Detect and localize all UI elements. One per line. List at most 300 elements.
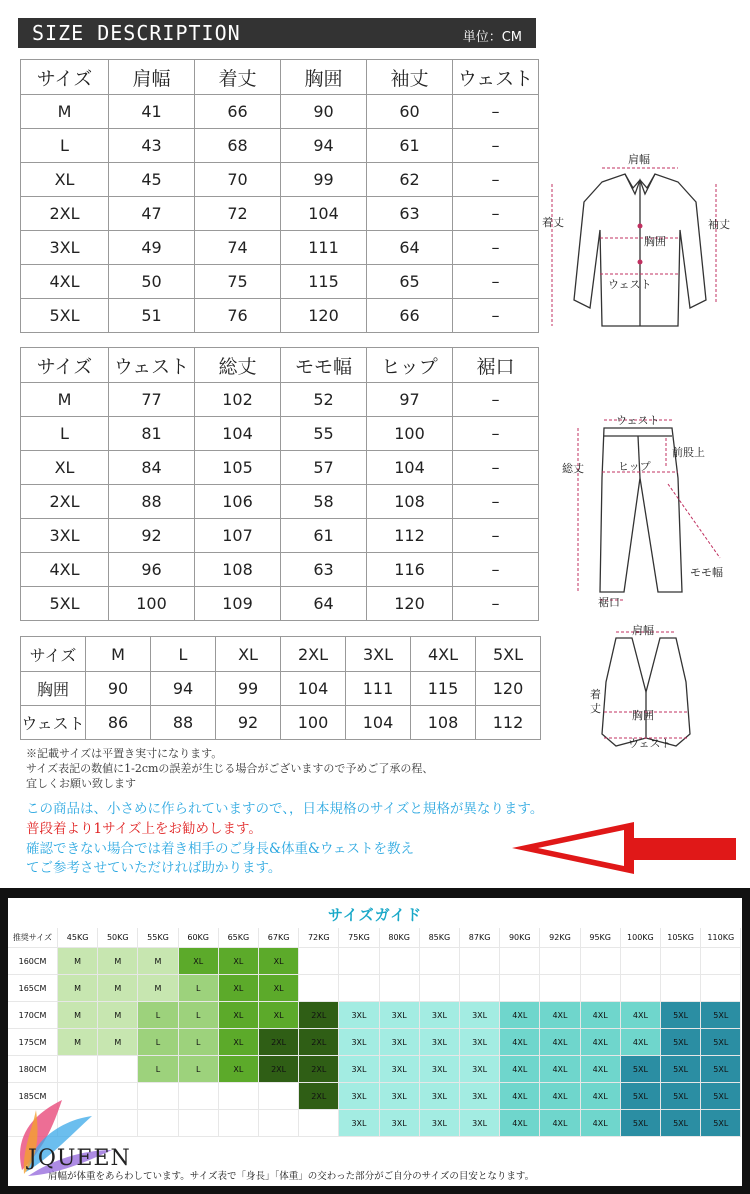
vest-length-label-2: 丈: [590, 702, 601, 715]
guide-size-cell: 3XL: [339, 1110, 379, 1137]
table-cell: –: [453, 485, 539, 519]
table-cell: 75: [195, 265, 281, 299]
table-cell: 100: [367, 417, 453, 451]
table-cell: 63: [367, 197, 453, 231]
table-cell: –: [453, 553, 539, 587]
guide-size-cell: 2XL: [299, 1083, 339, 1110]
guide-size-cell: 5XL: [701, 1083, 741, 1110]
guide-size-cell: 5XL: [701, 1110, 741, 1137]
table-cell: 94: [151, 672, 216, 706]
size-notes: [26, 746, 433, 791]
guide-weight-header: 65KG: [219, 928, 259, 948]
table-cell: 74: [195, 231, 281, 265]
guide-size-cell: 3XL: [339, 1056, 379, 1083]
table-cell: 111: [281, 231, 367, 265]
table-cell: 3XL: [346, 637, 411, 672]
table-cell: サイズ: [21, 60, 109, 95]
guide-size-cell: L: [179, 975, 219, 1002]
size-guide-footer: 肩幅が体重をあらわしています。サイズ表で「身長」「体重」の交わった部分がご自分のサイズの目安となります。: [48, 1171, 535, 1182]
guide-size-cell: 4XL: [540, 1083, 580, 1110]
table-row: [21, 553, 539, 587]
guide-size-cell: XL: [219, 1029, 259, 1056]
guide-size-cell: [540, 975, 580, 1002]
table-row: [21, 587, 539, 621]
guide-size-cell: 4XL: [500, 1002, 540, 1029]
table-cell: 97: [367, 383, 453, 417]
guide-weight-header: 110KG: [701, 928, 741, 948]
guide-size-cell: 3XL: [420, 1110, 460, 1137]
table-cell: 94: [281, 129, 367, 163]
table-cell: 66: [367, 299, 453, 333]
table-cell: 81: [109, 417, 195, 451]
guide-size-cell: [621, 975, 661, 1002]
table-row: [21, 95, 539, 129]
guide-size-cell: 5XL: [661, 1083, 701, 1110]
table-cell: 104: [281, 197, 367, 231]
table-cell: 104: [346, 706, 411, 740]
table-row: [21, 451, 539, 485]
guide-size-cell: 5XL: [701, 1002, 741, 1029]
table-cell: 52: [281, 383, 367, 417]
table-row: [21, 519, 539, 553]
vest-waist-label: ウェスト: [628, 737, 672, 750]
promo-line-2: 普段着より1サイズ上をお勧めします。: [26, 821, 262, 837]
table-cell: 4XL: [21, 553, 109, 587]
pants-hip-label: ヒップ: [618, 460, 651, 473]
guide-height-header: 165CM: [8, 975, 58, 1002]
guide-size-cell: M: [138, 975, 178, 1002]
table-cell: 51: [109, 299, 195, 333]
table-cell: L: [151, 637, 216, 672]
guide-size-cell: 5XL: [621, 1056, 661, 1083]
guide-size-cell: 3XL: [420, 1029, 460, 1056]
table-cell: サイズ: [21, 637, 86, 672]
guide-size-cell: XL: [259, 975, 299, 1002]
table-cell: 総丈: [195, 348, 281, 383]
guide-size-cell: 5XL: [701, 1056, 741, 1083]
shirt-shoulder-label: 肩幅: [628, 153, 650, 166]
table-cell: 115: [281, 265, 367, 299]
table-cell: 61: [281, 519, 367, 553]
table-cell: –: [453, 417, 539, 451]
shirt-waist-label: ウェスト: [608, 278, 652, 291]
guide-size-cell: [339, 975, 379, 1002]
guide-size-cell: [701, 948, 741, 975]
guide-size-cell: [581, 975, 621, 1002]
guide-size-cell: L: [138, 1029, 178, 1056]
table-row: [21, 672, 541, 706]
guide-size-cell: [540, 948, 580, 975]
guide-size-cell: XL: [219, 1056, 259, 1083]
vest-shoulder-label: 肩幅: [632, 624, 654, 637]
table-cell: 99: [216, 672, 281, 706]
guide-size-cell: 4XL: [500, 1110, 540, 1137]
table-cell: 100: [281, 706, 346, 740]
table-cell: 58: [281, 485, 367, 519]
feather-logo-icon: [2, 1090, 122, 1190]
left-arrow-icon: [512, 818, 740, 878]
shirt-length-label: 着丈: [542, 216, 564, 229]
table-cell: 64: [281, 587, 367, 621]
guide-weight-header: 95KG: [581, 928, 621, 948]
vest-chest-label: 胸囲: [632, 709, 654, 722]
guide-size-cell: [661, 975, 701, 1002]
table-cell: 90: [86, 672, 151, 706]
table-cell: 49: [109, 231, 195, 265]
table-cell: M: [86, 637, 151, 672]
guide-size-cell: 3XL: [460, 1083, 500, 1110]
guide-size-cell: 3XL: [380, 1002, 420, 1029]
table-cell: 袖丈: [367, 60, 453, 95]
table-cell: 胸囲: [21, 672, 86, 706]
table-cell: ヒップ: [367, 348, 453, 383]
guide-size-cell: 3XL: [460, 1110, 500, 1137]
guide-size-cell: 3XL: [460, 1002, 500, 1029]
pants-thigh-label: モモ幅: [690, 566, 723, 579]
table-cell: 5XL: [21, 587, 109, 621]
shirt-chest-label: 胸囲: [644, 235, 666, 248]
guide-size-cell: 3XL: [420, 1083, 460, 1110]
table-cell: 90: [281, 95, 367, 129]
guide-size-cell: L: [138, 1056, 178, 1083]
pants-hem-label: 裾口: [598, 596, 620, 608]
table-cell: 5XL: [476, 637, 541, 672]
guide-size-cell: 2XL: [259, 1029, 299, 1056]
table-cell: 57: [281, 451, 367, 485]
table-cell: 88: [151, 706, 216, 740]
table-cell: 77: [109, 383, 195, 417]
guide-size-cell: 3XL: [420, 1056, 460, 1083]
guide-size-cell: [259, 1083, 299, 1110]
guide-size-cell: 5XL: [621, 1083, 661, 1110]
table-cell: 45: [109, 163, 195, 197]
table-cell: 111: [346, 672, 411, 706]
guide-size-cell: [299, 975, 339, 1002]
table-cell: 104: [195, 417, 281, 451]
guide-size-cell: 4XL: [540, 1056, 580, 1083]
guide-weight-header: 50KG: [98, 928, 138, 948]
guide-size-cell: 3XL: [380, 1056, 420, 1083]
guide-size-cell: M: [138, 948, 178, 975]
guide-size-cell: XL: [219, 948, 259, 975]
table-cell: 43: [109, 129, 195, 163]
guide-size-cell: 4XL: [540, 1002, 580, 1029]
table-cell: 3XL: [21, 519, 109, 553]
logo-text: JQUEEN: [28, 1146, 131, 1171]
guide-size-cell: 4XL: [581, 1029, 621, 1056]
table-cell: –: [453, 265, 539, 299]
table-cell: XL: [21, 451, 109, 485]
table-row: [21, 706, 541, 740]
table-cell: 63: [281, 553, 367, 587]
pants-size-table: [20, 347, 539, 621]
guide-weight-header: 87KG: [460, 928, 500, 948]
guide-size-cell: 5XL: [661, 1056, 701, 1083]
table-cell: –: [453, 95, 539, 129]
table-cell: 76: [195, 299, 281, 333]
guide-height-header: 180CM: [8, 1056, 58, 1083]
guide-size-cell: [500, 948, 540, 975]
guide-weight-header: 92KG: [540, 928, 580, 948]
guide-size-cell: [420, 975, 460, 1002]
guide-size-cell: 4XL: [500, 1083, 540, 1110]
table-cell: –: [453, 519, 539, 553]
guide-size-cell: 5XL: [661, 1029, 701, 1056]
table-cell: 92: [109, 519, 195, 553]
table-cell: 106: [195, 485, 281, 519]
table-cell: 100: [109, 587, 195, 621]
table-row: [21, 60, 539, 95]
table-cell: 65: [367, 265, 453, 299]
guide-weight-header: 55KG: [138, 928, 178, 948]
guide-size-cell: M: [98, 1029, 138, 1056]
table-row: [21, 485, 539, 519]
table-cell: 104: [281, 672, 346, 706]
table-cell: ウェスト: [21, 706, 86, 740]
promo-line-4: てご参考させていただければ助かります。: [26, 860, 282, 876]
table-row: [21, 299, 539, 333]
table-cell: 99: [281, 163, 367, 197]
table-row: [21, 163, 539, 197]
guide-size-cell: [420, 948, 460, 975]
guide-size-cell: 5XL: [621, 1110, 661, 1137]
guide-size-cell: M: [98, 948, 138, 975]
guide-size-cell: M: [58, 975, 98, 1002]
table-cell: 108: [195, 553, 281, 587]
table-cell: 3XL: [21, 231, 109, 265]
guide-weight-header: 72KG: [299, 928, 339, 948]
table-cell: 47: [109, 197, 195, 231]
table-row: [21, 265, 539, 299]
guide-height-header: 175CM: [8, 1029, 58, 1056]
guide-size-cell: 5XL: [661, 1002, 701, 1029]
guide-size-cell: 4XL: [581, 1056, 621, 1083]
table-cell: 120: [367, 587, 453, 621]
guide-size-cell: 4XL: [621, 1002, 661, 1029]
table-cell: 62: [367, 163, 453, 197]
guide-size-cell: 3XL: [339, 1029, 379, 1056]
table-row: [21, 231, 539, 265]
guide-size-cell: [58, 1056, 98, 1083]
table-cell: L: [21, 129, 109, 163]
table-cell: 109: [195, 587, 281, 621]
table-cell: 胸囲: [281, 60, 367, 95]
guide-size-cell: 4XL: [500, 1056, 540, 1083]
table-cell: –: [453, 197, 539, 231]
size-guide-title: サイズガイド: [327, 906, 423, 924]
guide-size-cell: 3XL: [460, 1056, 500, 1083]
guide-corner-label: 推奨サイズ: [8, 928, 58, 948]
table-cell: XL: [216, 637, 281, 672]
table-cell: L: [21, 417, 109, 451]
vest-size-table: [20, 636, 541, 740]
table-row: [21, 129, 539, 163]
guide-size-cell: 3XL: [420, 1002, 460, 1029]
header-title: SIZE DESCRIPTION: [32, 21, 241, 45]
table-cell: –: [453, 587, 539, 621]
table-cell: ウェスト: [109, 348, 195, 383]
guide-size-cell: [380, 948, 420, 975]
table-cell: 50: [109, 265, 195, 299]
guide-size-cell: [219, 1110, 259, 1137]
guide-size-cell: XL: [179, 948, 219, 975]
table-cell: –: [453, 129, 539, 163]
table-cell: 裾口: [453, 348, 539, 383]
table-cell: M: [21, 383, 109, 417]
guide-size-cell: 2XL: [259, 1056, 299, 1083]
table-cell: –: [453, 383, 539, 417]
guide-size-cell: L: [138, 1002, 178, 1029]
guide-size-cell: 4XL: [581, 1083, 621, 1110]
table-row: [21, 383, 539, 417]
table-cell: 肩幅: [109, 60, 195, 95]
table-row: [21, 197, 539, 231]
guide-size-cell: XL: [259, 1002, 299, 1029]
guide-weight-header: 85KG: [420, 928, 460, 948]
table-cell: –: [453, 163, 539, 197]
guide-size-cell: 4XL: [500, 1029, 540, 1056]
guide-size-cell: 4XL: [581, 1110, 621, 1137]
guide-weight-header: 67KG: [259, 928, 299, 948]
guide-size-cell: XL: [219, 1002, 259, 1029]
table-cell: –: [453, 451, 539, 485]
table-cell: 116: [367, 553, 453, 587]
vest-length-label-1: 着: [590, 688, 601, 701]
shirt-diagram: [540, 150, 740, 340]
table-cell: 107: [195, 519, 281, 553]
table-cell: 61: [367, 129, 453, 163]
table-cell: 着丈: [195, 60, 281, 95]
guide-size-cell: [299, 948, 339, 975]
table-cell: サイズ: [21, 348, 109, 383]
table-cell: 2XL: [21, 197, 109, 231]
table-cell: M: [21, 95, 109, 129]
table-row: [21, 348, 539, 383]
guide-size-cell: [98, 1056, 138, 1083]
table-cell: モモ幅: [281, 348, 367, 383]
table-cell: 4XL: [411, 637, 476, 672]
guide-size-cell: M: [58, 1002, 98, 1029]
guide-size-cell: 2XL: [299, 1056, 339, 1083]
guide-size-cell: 4XL: [621, 1029, 661, 1056]
table-cell: 2XL: [281, 637, 346, 672]
guide-weight-header: 45KG: [58, 928, 98, 948]
guide-size-cell: M: [98, 975, 138, 1002]
table-cell: 70: [195, 163, 281, 197]
guide-size-cell: 2XL: [299, 1029, 339, 1056]
table-cell: 108: [411, 706, 476, 740]
guide-size-cell: 3XL: [380, 1110, 420, 1137]
table-row: [21, 637, 541, 672]
guide-size-cell: [621, 948, 661, 975]
shirt-size-table: [20, 59, 539, 333]
guide-weight-header: 100KG: [621, 928, 661, 948]
table-row: [21, 417, 539, 451]
table-cell: 88: [109, 485, 195, 519]
pants-outline-icon: [600, 428, 682, 592]
pants-waist-label: ウェスト: [616, 414, 660, 427]
guide-weight-header: 80KG: [380, 928, 420, 948]
guide-size-cell: [339, 948, 379, 975]
table-cell: 2XL: [21, 485, 109, 519]
shirt-sleeve-label: 袖丈: [708, 218, 730, 231]
guide-height-header: 160CM: [8, 948, 58, 975]
guide-size-cell: 3XL: [380, 1029, 420, 1056]
vest-diagram: [582, 622, 712, 772]
guide-size-cell: XL: [219, 975, 259, 1002]
guide-size-cell: [219, 1083, 259, 1110]
promo-line-3: 確認できない場合では着き相手のご身長&体重&ウェストを教え: [26, 841, 414, 857]
promo-line-1: この商品は、小さめに作られていますので、，日本規格のサイズと規格が異なります。: [26, 801, 544, 817]
guide-height-header: 170CM: [8, 1002, 58, 1029]
table-cell: 55: [281, 417, 367, 451]
table-cell: 72: [195, 197, 281, 231]
guide-size-cell: L: [179, 1029, 219, 1056]
guide-size-cell: [299, 1110, 339, 1137]
table-cell: –: [453, 299, 539, 333]
guide-weight-header: 75KG: [339, 928, 379, 948]
guide-size-cell: 3XL: [339, 1002, 379, 1029]
table-cell: 108: [367, 485, 453, 519]
pants-total-label: 総丈: [562, 462, 584, 475]
unit-label: 単位：CM: [462, 30, 522, 45]
guide-weight-header: 105KG: [661, 928, 701, 948]
table-cell: –: [453, 231, 539, 265]
guide-size-cell: M: [58, 948, 98, 975]
guide-size-cell: [460, 975, 500, 1002]
table-cell: 115: [411, 672, 476, 706]
guide-size-cell: [581, 948, 621, 975]
pants-rise-label: 前股上: [672, 446, 705, 459]
pants-diagram: [560, 408, 740, 608]
jqueen-logo: [2, 1090, 192, 1194]
guide-size-cell: 4XL: [581, 1002, 621, 1029]
table-cell: 5XL: [21, 299, 109, 333]
guide-size-cell: L: [179, 1056, 219, 1083]
table-cell: ウェスト: [453, 60, 539, 95]
guide-size-cell: XL: [259, 948, 299, 975]
guide-size-cell: 5XL: [661, 1110, 701, 1137]
guide-weight-header: 60KG: [179, 928, 219, 948]
note-line: 宜しくお願い致します: [26, 777, 136, 790]
table-cell: 102: [195, 383, 281, 417]
table-cell: 92: [216, 706, 281, 740]
note-line: ※記載サイズは平置き実寸になります。: [26, 747, 223, 760]
guide-size-cell: [380, 975, 420, 1002]
table-cell: 96: [109, 553, 195, 587]
table-cell: 66: [195, 95, 281, 129]
guide-size-cell: [661, 948, 701, 975]
note-line: サイズ表記の数値に1-2cmの誤差が生じる場合がございますので予めご了承の程、: [26, 762, 434, 775]
table-cell: 60: [367, 95, 453, 129]
guide-height-header: 185CM: [8, 1083, 58, 1110]
guide-size-cell: M: [58, 1029, 98, 1056]
table-cell: 4XL: [21, 265, 109, 299]
guide-weight-header: 90KG: [500, 928, 540, 948]
shirt-outline-icon: [574, 174, 706, 326]
guide-size-cell: 5XL: [701, 1029, 741, 1056]
guide-size-cell: M: [98, 1002, 138, 1029]
guide-size-cell: 3XL: [339, 1083, 379, 1110]
table-cell: 112: [367, 519, 453, 553]
table-cell: 120: [476, 672, 541, 706]
table-cell: 86: [86, 706, 151, 740]
guide-size-cell: [701, 975, 741, 1002]
table-cell: 112: [476, 706, 541, 740]
table-cell: 68: [195, 129, 281, 163]
table-cell: 104: [367, 451, 453, 485]
guide-size-cell: 3XL: [380, 1083, 420, 1110]
